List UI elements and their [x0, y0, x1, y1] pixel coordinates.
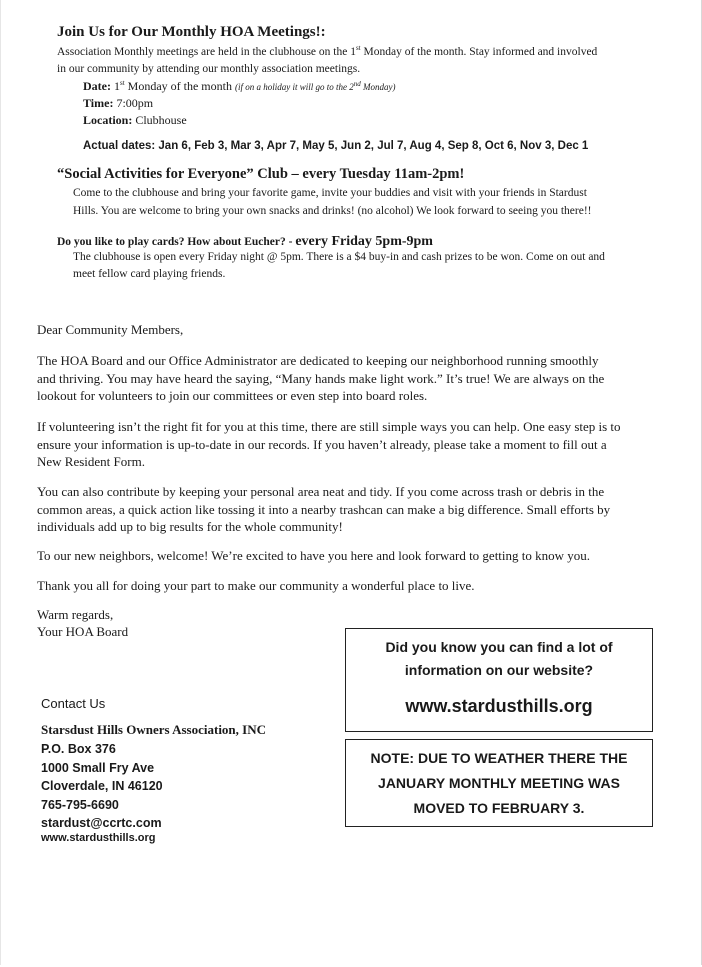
meetings-title: Join Us for Our Monthly HOA Meetings!:: [57, 24, 326, 40]
contact-details: [41, 740, 163, 833]
website-info-box: [345, 628, 653, 732]
meeting-time: Time: 7:00pm: [83, 96, 154, 110]
letter-salutation: Dear Community Members,: [37, 322, 184, 337]
meetings-intro-line-1: Association Monthly meetings are held in the clubhouse on the 1st Monday of the month. Stay informed and involved: [57, 44, 598, 58]
social-title: “Social Activities for Everyone” Club – every Tuesday 11am-2pm!: [57, 166, 465, 182]
meetings-intro-line-2: in our community by attending our monthly association meetings.: [57, 63, 361, 75]
contact-org: Starsdust Hills Owners Association, INC: [41, 722, 266, 737]
social-line-1: Come to the clubhouse and bring your favorite game, invite your buddies and visit with your friends in Stardust: [73, 187, 587, 199]
note-box-line-3: MOVED TO FEBRUARY 3.: [413, 800, 585, 816]
letter-paragraph-3: You can also contribute by keeping your personal area neat and tidy. If you come across trash or debris in the common areas, a quick action like tossing it into a nearby trashcan can make a big difference. Small efforts by individuals add up to big results for the whole community!: [37, 484, 611, 534]
cards-line-1: The clubhouse is open every Friday night @ 5pm. There is a $4 buy-in and cash prizes to be won. Come on out and: [73, 251, 605, 263]
cards-line-2: meet fellow card playing friends.: [73, 268, 226, 280]
contact-heading: Contact Us: [41, 696, 106, 711]
weather-note-box: [345, 739, 653, 827]
contact-street: 1000 Small Fry Ave: [41, 760, 155, 775]
contact-city: Cloverdale, IN 46120: [41, 779, 163, 793]
contact-po-box: P.O. Box 376: [41, 742, 116, 756]
letter-paragraph-5: Thank you all for doing your part to make our community a wonderful place to live.: [37, 578, 475, 593]
letter-closing: Warm regards,: [37, 607, 114, 622]
meeting-actual-dates: Actual dates: Jan 6, Feb 3, Mar 3, Apr 7, May 5, Jun 2, Jul 7, Aug 4, Sep 8, Oct 6, Nov 3, Dec 1: [83, 140, 589, 152]
website-box-url[interactable]: www.stardusthills.org: [405, 696, 593, 716]
contact-phone: 765-795-6690: [41, 797, 119, 812]
cards-title: Do you like to play cards? How about Eucher? - every Friday 5pm-9pm: [57, 234, 433, 249]
letter-paragraph-4: To our new neighbors, welcome! We’re excited to have you here and look forward to getting to know you.: [37, 548, 591, 563]
social-line-2: Hills. You are welcome to bring your own snacks and drinks! (no alcohol) We look forward to seeing you there!!: [73, 205, 592, 217]
contact-website[interactable]: www.stardusthills.org: [41, 832, 156, 844]
meeting-location: Location: Clubhouse: [83, 113, 187, 127]
website-box-line-1: Did you know you can find a lot of: [385, 639, 613, 655]
letter-signature: Your HOA Board: [37, 624, 129, 639]
website-box-line-2: information on our website?: [404, 662, 594, 678]
contact-email[interactable]: stardust@ccrtc.com: [41, 816, 162, 830]
note-box-line-1: NOTE: DUE TO WEATHER THERE THE: [370, 750, 628, 766]
letter-paragraph-2: If volunteering isn’t the right fit for you at this time, there are still simple ways you can help. One easy step is to ensure your information is up-to-date in our records. If you haven’t already, please take a moment to fill out a New Resident Form.: [37, 419, 621, 469]
meeting-date: Date: 1st Monday of the month (if on a holiday it will go to the 2nd Monday): [83, 79, 396, 93]
letter-paragraph-1: The HOA Board and our Office Administrator are dedicated to keeping our neighborhood running smoothly and thriving. You may have heard the saying, “Many hands make light work.” It’s true! We are always on the lookout for volunteers to join our committees or even step into board roles.: [37, 353, 605, 403]
note-box-line-2: JANUARY MONTHLY MEETING WAS: [378, 775, 620, 791]
